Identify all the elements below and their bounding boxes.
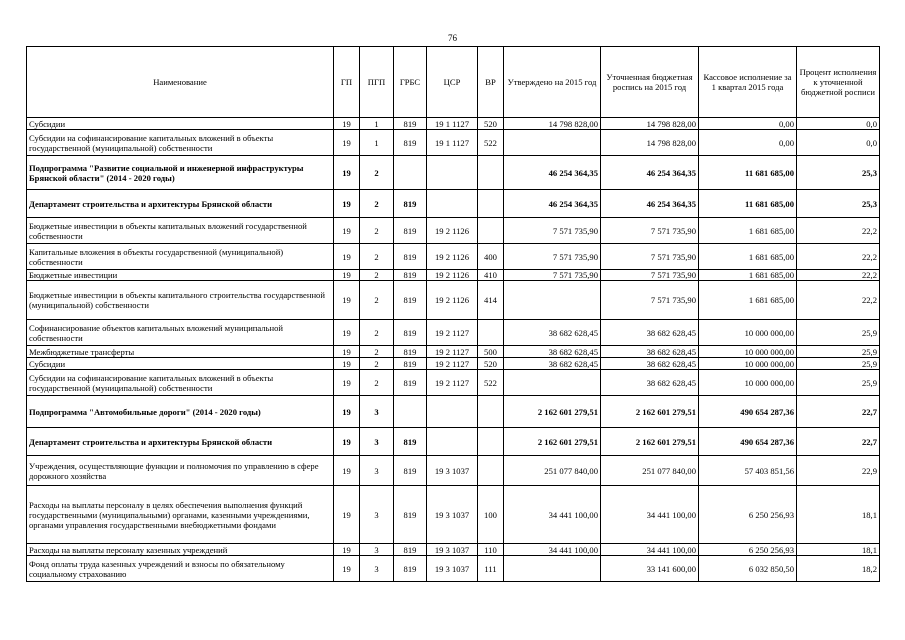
table-row [27, 486, 880, 544]
cell-cash: 10 000 000,00 [699, 346, 797, 358]
cell-pgp: 2 [360, 218, 394, 244]
cell-pgp: 3 [360, 556, 394, 582]
cell-cash: 10 000 000,00 [699, 358, 797, 370]
cell-approved: 2 162 601 279,51 [504, 396, 601, 428]
cell-pgp: 2 [360, 156, 394, 190]
cell-vr [478, 396, 504, 428]
cell-name: Капитальные вложения в объекты государственной (муниципальной) собственности [27, 244, 334, 270]
cell-percent: 25,3 [797, 156, 880, 190]
cell-revised: 7 571 735,90 [601, 218, 699, 244]
cell-csr [427, 396, 478, 428]
cell-name: Подпрограмма "Развитие социальной и инженерной инфраструктуры Брянской области" (2014 - 2020 годы) [27, 156, 334, 190]
table-row [27, 556, 880, 582]
cell-grbs: 819 [394, 118, 427, 130]
cell-name: Департамент строительства и архитектуры Брянской области [27, 428, 334, 456]
cell-gp: 19 [334, 428, 360, 456]
cell-csr: 19 2 1127 [427, 346, 478, 358]
cell-pgp: 2 [360, 346, 394, 358]
cell-grbs: 819 [394, 486, 427, 544]
cell-revised: 7 571 735,90 [601, 281, 699, 320]
cell-percent: 25,9 [797, 346, 880, 358]
cell-gp: 19 [334, 544, 360, 556]
cell-gp: 19 [334, 156, 360, 190]
cell-gp: 19 [334, 358, 360, 370]
table-row [27, 281, 880, 320]
cell-vr: 520 [478, 358, 504, 370]
header-grbs: ГРБС [394, 47, 427, 118]
header-cash: Кассовое исполнение за 1 квартал 2015 года [699, 47, 797, 118]
cell-revised: 38 682 628,45 [601, 346, 699, 358]
table-row [27, 544, 880, 556]
cell-percent: 25,9 [797, 370, 880, 396]
cell-grbs: 819 [394, 358, 427, 370]
cell-approved: 14 798 828,00 [504, 118, 601, 130]
cell-name: Бюджетные инвестиции [27, 270, 334, 281]
table-row [27, 244, 880, 270]
cell-percent: 22,2 [797, 218, 880, 244]
cell-pgp: 2 [360, 270, 394, 281]
cell-vr [478, 456, 504, 486]
cell-vr: 410 [478, 270, 504, 281]
cell-grbs: 819 [394, 130, 427, 156]
cell-gp: 19 [334, 118, 360, 130]
cell-gp: 19 [334, 281, 360, 320]
cell-vr [478, 190, 504, 218]
cell-cash: 0,00 [699, 118, 797, 130]
table-row [27, 270, 880, 281]
cell-revised: 46 254 364,35 [601, 190, 699, 218]
cell-revised: 2 162 601 279,51 [601, 428, 699, 456]
cell-percent: 22,7 [797, 428, 880, 456]
cell-grbs: 819 [394, 428, 427, 456]
cell-percent: 18,1 [797, 544, 880, 556]
cell-percent: 25,3 [797, 190, 880, 218]
cell-grbs: 819 [394, 544, 427, 556]
cell-csr: 19 2 1126 [427, 218, 478, 244]
cell-pgp: 2 [360, 190, 394, 218]
table-row [27, 190, 880, 218]
cell-grbs [394, 156, 427, 190]
cell-approved [504, 281, 601, 320]
cell-grbs: 819 [394, 281, 427, 320]
cell-approved: 251 077 840,00 [504, 456, 601, 486]
cell-cash: 1 681 685,00 [699, 244, 797, 270]
table-header-row [27, 47, 880, 118]
cell-gp: 19 [334, 486, 360, 544]
cell-percent: 18,1 [797, 486, 880, 544]
cell-csr: 19 3 1037 [427, 486, 478, 544]
cell-grbs: 819 [394, 190, 427, 218]
header-revised: Уточненная бюджетная роспись на 2015 год [601, 47, 699, 118]
cell-name: Межбюджетные трансферты [27, 346, 334, 358]
cell-grbs: 819 [394, 346, 427, 358]
cell-csr [427, 190, 478, 218]
cell-gp: 19 [334, 270, 360, 281]
cell-name: Субсидии на софинансирование капитальных вложений в объекты государственной (муниципальной) собственности [27, 130, 334, 156]
header-gp: ГП [334, 47, 360, 118]
table-row [27, 358, 880, 370]
cell-percent: 25,9 [797, 320, 880, 346]
cell-revised: 38 682 628,45 [601, 370, 699, 396]
cell-csr: 19 2 1126 [427, 270, 478, 281]
cell-vr: 414 [478, 281, 504, 320]
cell-cash: 10 000 000,00 [699, 370, 797, 396]
header-percent: Процент исполнения к уточненной бюджетной росписи [797, 47, 880, 118]
cell-cash: 0,00 [699, 130, 797, 156]
cell-vr [478, 156, 504, 190]
cell-revised: 46 254 364,35 [601, 156, 699, 190]
cell-gp: 19 [334, 456, 360, 486]
cell-approved: 46 254 364,35 [504, 190, 601, 218]
table-row [27, 320, 880, 346]
table-row [27, 396, 880, 428]
cell-approved: 38 682 628,45 [504, 320, 601, 346]
cell-pgp: 2 [360, 358, 394, 370]
cell-name: Субсидии [27, 118, 334, 130]
cell-name: Бюджетные инвестиции в объекты капитальных вложений государственной собственности [27, 218, 334, 244]
cell-csr: 19 2 1126 [427, 281, 478, 320]
cell-revised: 251 077 840,00 [601, 456, 699, 486]
cell-pgp: 3 [360, 486, 394, 544]
cell-name: Бюджетные инвестиции в объекты капитального строительства государственной (муниципальной) собственности [27, 281, 334, 320]
cell-name: Подпрограмма "Автомобильные дороги" (2014 - 2020 годы) [27, 396, 334, 428]
cell-approved [504, 556, 601, 582]
cell-revised: 7 571 735,90 [601, 270, 699, 281]
header-csr: ЦСР [427, 47, 478, 118]
cell-name: Учреждения, осуществляющие функции и полномочия по управлению в сфере дорожного хозяйства [27, 456, 334, 486]
cell-csr: 19 2 1127 [427, 358, 478, 370]
cell-gp: 19 [334, 244, 360, 270]
cell-approved: 46 254 364,35 [504, 156, 601, 190]
cell-gp: 19 [334, 370, 360, 396]
header-pgp: ПГП [360, 47, 394, 118]
cell-csr: 19 3 1037 [427, 456, 478, 486]
table-row [27, 156, 880, 190]
cell-csr: 19 1 1127 [427, 130, 478, 156]
cell-approved: 7 571 735,90 [504, 218, 601, 244]
table-row [27, 218, 880, 244]
cell-revised: 38 682 628,45 [601, 358, 699, 370]
cell-csr: 19 1 1127 [427, 118, 478, 130]
cell-cash: 490 654 287,36 [699, 428, 797, 456]
cell-vr [478, 218, 504, 244]
cell-percent: 22,2 [797, 270, 880, 281]
cell-vr: 520 [478, 118, 504, 130]
cell-revised: 33 141 600,00 [601, 556, 699, 582]
cell-revised: 34 441 100,00 [601, 544, 699, 556]
cell-approved: 7 571 735,90 [504, 244, 601, 270]
cell-name: Расходы на выплаты персоналу в целях обеспечения выполнения функций государственными (муниципальными) органами, казенными учреждениями, органами управления государственными внебюджетными фондами [27, 486, 334, 544]
cell-csr [427, 156, 478, 190]
cell-pgp: 3 [360, 428, 394, 456]
cell-pgp: 1 [360, 130, 394, 156]
cell-name: Софинансирование объектов капитальных вложений муниципальной собственности [27, 320, 334, 346]
cell-pgp: 2 [360, 281, 394, 320]
cell-cash: 6 250 256,93 [699, 486, 797, 544]
cell-csr: 19 3 1037 [427, 544, 478, 556]
cell-pgp: 2 [360, 370, 394, 396]
cell-approved: 34 441 100,00 [504, 544, 601, 556]
cell-vr [478, 320, 504, 346]
header-approved: Утверждено на 2015 год [504, 47, 601, 118]
cell-approved: 34 441 100,00 [504, 486, 601, 544]
cell-revised: 7 571 735,90 [601, 244, 699, 270]
cell-vr: 111 [478, 556, 504, 582]
table-row [27, 456, 880, 486]
cell-gp: 19 [334, 130, 360, 156]
cell-csr: 19 2 1127 [427, 370, 478, 396]
cell-cash: 6 032 850,50 [699, 556, 797, 582]
cell-vr: 522 [478, 370, 504, 396]
table-row [27, 346, 880, 358]
cell-grbs: 819 [394, 244, 427, 270]
cell-name: Департамент строительства и архитектуры Брянской области [27, 190, 334, 218]
cell-grbs: 819 [394, 320, 427, 346]
cell-percent: 25,9 [797, 358, 880, 370]
cell-name: Субсидии [27, 358, 334, 370]
cell-vr: 522 [478, 130, 504, 156]
cell-cash: 1 681 685,00 [699, 270, 797, 281]
cell-cash: 11 681 685,00 [699, 190, 797, 218]
cell-gp: 19 [334, 190, 360, 218]
cell-vr: 400 [478, 244, 504, 270]
cell-revised: 34 441 100,00 [601, 486, 699, 544]
cell-vr: 500 [478, 346, 504, 358]
header-vr: ВР [478, 47, 504, 118]
cell-grbs [394, 396, 427, 428]
cell-cash: 490 654 287,36 [699, 396, 797, 428]
cell-revised: 38 682 628,45 [601, 320, 699, 346]
cell-gp: 19 [334, 320, 360, 346]
cell-grbs: 819 [394, 556, 427, 582]
cell-pgp: 3 [360, 544, 394, 556]
cell-percent: 22,2 [797, 244, 880, 270]
cell-grbs: 819 [394, 270, 427, 281]
cell-revised: 14 798 828,00 [601, 130, 699, 156]
table-body [27, 118, 880, 582]
cell-percent: 18,2 [797, 556, 880, 582]
cell-vr [478, 428, 504, 456]
cell-cash: 1 681 685,00 [699, 281, 797, 320]
cell-cash: 10 000 000,00 [699, 320, 797, 346]
cell-pgp: 2 [360, 244, 394, 270]
cell-name: Фонд оплаты труда казенных учреждений и взносы по обязательному социальному страхованию [27, 556, 334, 582]
cell-gp: 19 [334, 346, 360, 358]
table-row [27, 130, 880, 156]
cell-vr: 110 [478, 544, 504, 556]
cell-pgp: 2 [360, 320, 394, 346]
cell-cash: 1 681 685,00 [699, 218, 797, 244]
cell-approved [504, 370, 601, 396]
cell-approved: 2 162 601 279,51 [504, 428, 601, 456]
cell-grbs: 819 [394, 218, 427, 244]
header-name: Наименование [27, 47, 334, 118]
cell-pgp: 3 [360, 396, 394, 428]
cell-pgp: 1 [360, 118, 394, 130]
cell-csr: 19 2 1127 [427, 320, 478, 346]
cell-csr: 19 3 1037 [427, 556, 478, 582]
cell-grbs: 819 [394, 456, 427, 486]
cell-approved: 7 571 735,90 [504, 270, 601, 281]
cell-gp: 19 [334, 218, 360, 244]
cell-pgp: 3 [360, 456, 394, 486]
budget-table [26, 46, 880, 582]
cell-grbs: 819 [394, 370, 427, 396]
cell-percent: 22,9 [797, 456, 880, 486]
cell-revised: 2 162 601 279,51 [601, 396, 699, 428]
cell-percent: 22,7 [797, 396, 880, 428]
cell-gp: 19 [334, 556, 360, 582]
cell-csr [427, 428, 478, 456]
cell-cash: 6 250 256,93 [699, 544, 797, 556]
cell-name: Расходы на выплаты персоналу казенных учреждений [27, 544, 334, 556]
cell-percent: 22,2 [797, 281, 880, 320]
page-number: 76 [448, 33, 457, 43]
cell-revised: 14 798 828,00 [601, 118, 699, 130]
cell-approved [504, 130, 601, 156]
table-row [27, 428, 880, 456]
cell-name: Субсидии на софинансирование капитальных вложений в объекты государственной (муниципальной) собственности [27, 370, 334, 396]
cell-percent: 0,0 [797, 130, 880, 156]
cell-vr: 100 [478, 486, 504, 544]
cell-percent: 0,0 [797, 118, 880, 130]
table-row [27, 370, 880, 396]
cell-approved: 38 682 628,45 [504, 358, 601, 370]
cell-cash: 57 403 851,56 [699, 456, 797, 486]
table-row [27, 118, 880, 130]
cell-cash: 11 681 685,00 [699, 156, 797, 190]
cell-gp: 19 [334, 396, 360, 428]
cell-csr: 19 2 1126 [427, 244, 478, 270]
cell-approved: 38 682 628,45 [504, 346, 601, 358]
